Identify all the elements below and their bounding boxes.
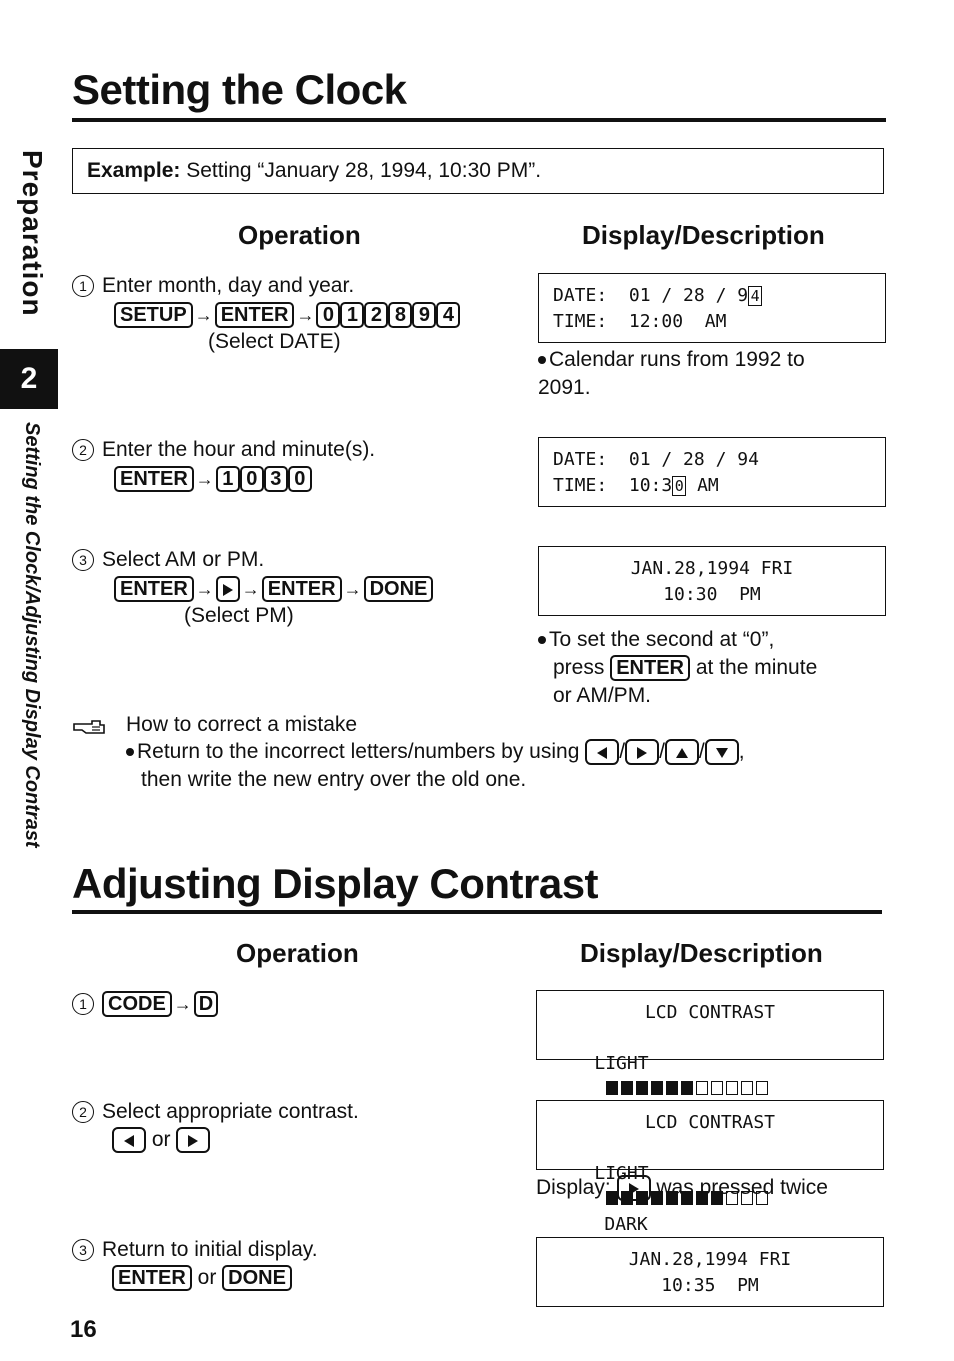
digit-key[interactable]: 1 [216,466,240,492]
step-text: Select AM or PM. [102,548,265,571]
lcd-contrast-display [536,990,884,1074]
enter-key[interactable]: ENTER [112,1265,192,1291]
lcd-line: JAN.28,1994 FRI [628,1249,792,1270]
step3-key-sequence [114,576,433,602]
title-rule [72,118,886,122]
digit-key[interactable]: 0 [240,466,264,492]
done-key[interactable]: DONE [222,1265,292,1291]
bullet-icon [538,636,546,644]
contrast-segment-filled [606,1081,618,1095]
description-text: To set the second at “0”, [549,628,775,651]
right-key[interactable] [176,1127,210,1153]
right-triangle-icon [188,1135,198,1147]
step-number: 3 [72,549,94,571]
arrow-right-icon: → [343,578,362,599]
lcd-line: JAN.28,1994 FRI [630,558,794,579]
enter-key[interactable]: ENTER [262,576,342,602]
contrast-segment-filled [621,1081,633,1095]
operation-heading: Operation [236,938,359,968]
sidebar-section-label: Preparation [17,150,48,317]
contrast-segment-empty [711,1081,723,1095]
digit-key[interactable]: 9 [412,302,436,328]
clock-step-2 [72,436,375,464]
arrow-right-icon: → [173,994,192,1015]
arrow-right-icon: → [195,468,214,489]
arrow-right-icon: → [296,304,315,325]
up-key[interactable] [665,739,699,765]
description-text: Display: [536,1176,611,1199]
digit-key[interactable]: 4 [436,302,460,328]
down-key[interactable] [705,739,739,765]
separator: / [659,740,665,763]
bullet-icon [126,748,134,756]
lcd-display-datetime [538,546,886,616]
contrast-step-1 [72,990,218,1018]
step-text: Enter the hour and minute(s). [102,438,376,461]
step2-description [536,1174,828,1202]
left-key[interactable] [585,739,619,765]
step-number: 1 [72,275,94,297]
contrast-segment-empty [741,1081,753,1095]
operation-heading: Operation [238,220,361,250]
punctuation: , [738,740,745,763]
step-number: 2 [72,1101,94,1123]
contrast-segment-filled [666,1081,678,1095]
lcd-value: 01 / 28 / 9 [628,285,749,306]
setup-key[interactable]: SETUP [114,302,193,328]
right-key[interactable] [617,1175,651,1201]
pointing-hand-icon [72,718,106,738]
arrow-right-icon: → [194,304,213,325]
step-number: 2 [72,439,94,461]
left-triangle-icon [124,1135,134,1147]
section-title-clock: Setting the Clock [72,66,407,113]
description-text: was pressed twice [656,1176,828,1199]
digit-key[interactable]: 0 [288,466,312,492]
d-key[interactable]: D [194,991,218,1017]
lcd-line: 10:30 PM [663,584,761,605]
lcd-value: 10:3 [628,475,673,496]
lcd-label: TIME: [553,475,608,496]
clock-step-1 [72,272,354,300]
contrast-segment-filled [681,1081,693,1095]
lcd-display-time [538,437,886,507]
contrast-segment-empty [756,1081,768,1095]
contrast-bar [606,1077,771,1102]
digit-key[interactable]: 2 [364,302,388,328]
digit-key[interactable]: 8 [388,302,412,328]
contrast-segment-filled [651,1081,663,1095]
digit-key[interactable]: 0 [316,302,340,328]
lcd-value: AM [686,475,719,496]
code-key[interactable]: CODE [102,991,172,1017]
lcd-title: LCD CONTRAST [644,1002,776,1023]
right-triangle-icon [637,747,647,759]
enter-key[interactable]: ENTER [215,302,295,328]
bullet-icon [538,356,546,364]
lcd-cursor: 0 [672,476,686,496]
description-text: Calendar runs from 1992 to 2091. [538,348,805,399]
step3-note: (Select PM) [184,604,294,627]
lcd-label: DATE: [553,449,608,470]
sidebar-subtitle: Setting the Clock/Adjusting Display Contrast [21,422,43,848]
example-label: Example: [87,159,181,182]
enter-key[interactable]: ENTER [114,576,194,602]
tip-body [126,738,745,766]
contrast-step-2 [72,1098,359,1126]
tip-title: How to correct a mistake [126,713,358,736]
contrast-segment-empty [696,1081,708,1095]
arrow-right-icon: → [241,578,260,599]
right-key[interactable] [216,576,240,602]
description-text: or AM/PM. [553,684,652,707]
left-key[interactable] [112,1127,146,1153]
section-title-contrast: Adjusting Display Contrast [72,860,599,907]
lcd-cursor: 4 [748,286,762,306]
step-number: 3 [72,1239,94,1261]
step2-key-sequence [114,466,312,492]
lcd-value: 01 / 28 / 94 [628,449,759,470]
display-heading: Display/Description [580,938,823,968]
clock-step-3 [72,546,264,574]
right-key[interactable] [625,739,659,765]
lcd-light-label: LIGHT [594,1053,649,1074]
step-number: 1 [72,993,94,1015]
enter-key[interactable]: ENTER [114,466,194,492]
step3-key-sequence [112,1264,292,1292]
tip-text-2: then write the new entry over the old one. [141,768,527,791]
lcd-light-label: LIGHT [594,1163,649,1184]
page-number: 16 [70,1316,97,1343]
lcd-dark-label: DARK [604,1213,648,1235]
or-text: or [197,1266,217,1289]
enter-key[interactable]: ENTER [610,655,690,681]
lcd-display-date [538,273,886,343]
step2-key-sequence [112,1126,210,1154]
step1-key-sequence [114,302,460,328]
tip-text: Return to the incorrect letters/numbers by using [137,740,580,763]
title-rule [72,910,882,914]
lcd-label: DATE: [553,285,608,306]
chapter-tab: 2 [0,349,58,409]
separator: / [619,740,626,763]
step-text: Enter month, day and year. [102,274,355,297]
lcd-display-datetime [536,1237,884,1307]
down-triangle-icon [716,748,728,758]
done-key[interactable]: DONE [364,576,434,602]
right-triangle-icon [223,584,233,596]
digit-key[interactable]: 3 [264,466,288,492]
lcd-title: LCD CONTRAST [644,1112,776,1133]
step-text: Return to initial display. [102,1238,318,1261]
right-triangle-icon [629,1183,639,1195]
description-text: press [553,656,605,679]
contrast-step-3 [72,1236,318,1264]
arrow-right-icon: → [195,578,214,599]
separator: / [698,740,705,763]
contrast-segment-empty [726,1081,738,1095]
description-text: at the minute [695,656,818,679]
lcd-value: 12:00 AM [628,311,727,332]
example-box [72,148,884,194]
display-heading: Display/Description [582,220,825,250]
lcd-label: TIME: [553,311,608,332]
step3-description [538,626,878,710]
example-text: Setting “January 28, 1994, 10:30 PM”. [186,159,542,182]
up-triangle-icon [676,748,688,758]
step1-description [538,346,858,402]
or-text: or [151,1128,171,1151]
left-triangle-icon [597,747,607,759]
step1-note: (Select DATE) [208,330,341,353]
step-text: Select appropriate contrast. [102,1100,359,1123]
lcd-line: 10:35 PM [661,1275,759,1296]
contrast-segment-filled [636,1081,648,1095]
digit-key[interactable]: 1 [340,302,364,328]
